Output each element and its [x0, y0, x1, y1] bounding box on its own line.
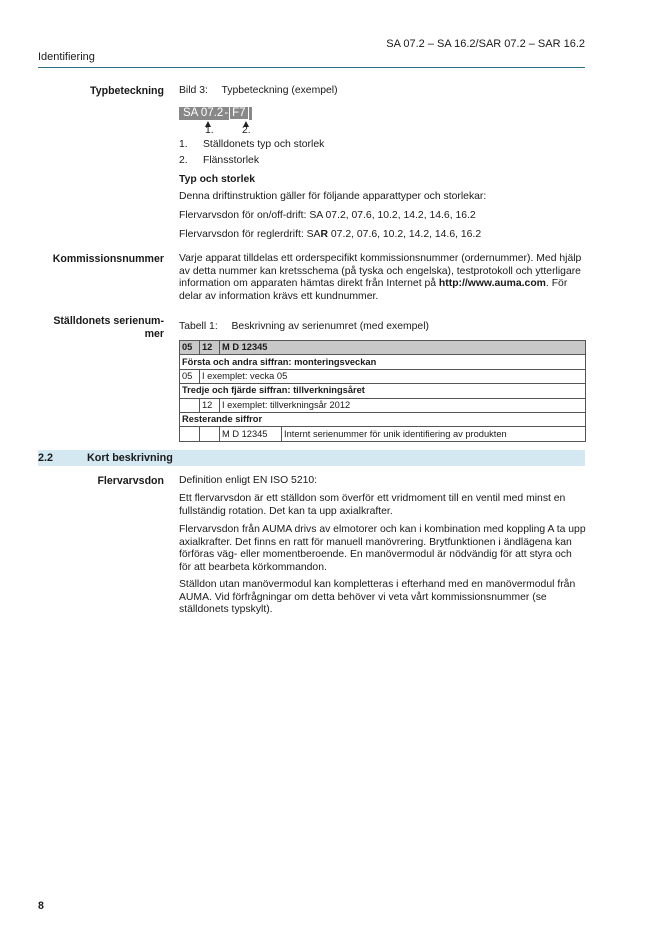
header-rule: [38, 67, 585, 68]
kommission-paragraph: Varje apparat tilldelas ett orderspecifikt kommissionsnummer (ordernummer). Med hjälp av detta nummer kan kretsschema (på tyska och engelska), testprotokoll och ytterligare information om apparaten hämtas direkt från Internet på http://www.auma.com. För delar av information krävs ett kundnummer.: [179, 253, 582, 302]
regler-text: Flervarvsdon för reglerdrift: SAR 07.2, 07.6, 10.2, 14.2, 14.6, 16.2: [179, 229, 482, 240]
group-title-week: Första och andra siffran: monteringsveckan: [180, 355, 586, 369]
flervarvsdon-p3: Flervarvsdon från AUMA drivs av elmotorer och kan i kombination med koppling A ta upp axialkrafter. Det finns en ratt för manuell manövrering. Brytfunktionen i ändlägena kan förföras väg- eller momentberoende. En manövermodul är nödvändig för att styra och för att bearbeta körkommandon.: [179, 524, 586, 573]
flervarvsdon-p1: Definition enligt EN ISO 5210:: [179, 475, 318, 486]
head-cell-rest: M D 12345: [220, 341, 586, 355]
cell-week-value: 05: [180, 369, 200, 383]
header-model-range: SA 07.2 – SA 16.2/SAR 07.2 – SAR 16.2: [386, 38, 585, 50]
side-label-typbeteckning: Typbeteckning: [90, 85, 164, 97]
side-label-serienummer: Ställdonets serienum- mer: [53, 315, 164, 340]
figure-caption-text: Typbeteckning (exempel): [221, 85, 338, 96]
legend-item-1: 1. Ställdonets typ och storlek: [179, 139, 325, 150]
marker-1: 1.: [205, 125, 214, 136]
figure-caption-num: Bild 3:: [179, 85, 208, 96]
side-label-kommissionsnummer: Kommissionsnummer: [52, 253, 164, 265]
type-code-flange: F7: [229, 106, 248, 120]
type-code-size: 07.2: [200, 107, 224, 119]
serial-number-table: [179, 340, 586, 442]
table-row: [180, 398, 586, 412]
table-caption: Tabell 1: Beskrivning av serienumret (med exempel): [179, 321, 429, 332]
cell-year-value: 12: [200, 398, 220, 412]
section-title: Kort beskrivning: [87, 452, 173, 464]
section-number: 2.2: [38, 452, 54, 464]
group-title-rest: Resterande siffror: [180, 412, 586, 426]
header-section-name: Identifiering: [38, 51, 95, 63]
table-row: [180, 355, 586, 369]
head-cell-week: 05: [180, 341, 200, 355]
type-code-series: SA: [183, 107, 198, 119]
type-code-box: [179, 107, 252, 120]
subheading-typ-och-storlek: Typ och storlek: [179, 174, 256, 185]
cell-rest-desc: Internt serienummer för unik identifiering av produkten: [282, 427, 586, 441]
cell-year-desc: I exemplet: tillverkningsår 2012: [220, 398, 586, 412]
page-number: 8: [38, 900, 44, 912]
cell-week-desc: I exemplet: vecka 05: [200, 369, 586, 383]
table-row: [180, 369, 586, 383]
table-row: [180, 384, 586, 398]
flervarvsdon-p2: Ett flervarvsdon är ett ställdon som överför ett vridmoment till en ventil med minst en fullständig rotation. Det kan ta upp axialkrafter.: [179, 493, 566, 517]
legend-item-2: 2. Flänsstorlek: [179, 155, 260, 166]
group-title-year: Tredje och fjärde siffran: tillverkningsåret: [180, 384, 586, 398]
flervarvsdon-p4: Ställdon utan manövermodul kan kompletteras i efterhand med en manövermodul från AUMA. Vid förfrågningar om detta behöver vi veta vårt kommissionsnummer (se ställdonets typskylt).: [179, 579, 576, 616]
intro-text: Denna driftinstruktion gäller för följande apparattyper och storlekar:: [179, 191, 487, 202]
onoff-text: Flervarvsdon för on/off-drift: SA 07.2, 07.6, 10.2, 14.2, 14.6, 16.2: [179, 210, 476, 221]
table-row: [180, 427, 586, 441]
side-label-flervarvsdon: Flervarvsdon: [97, 475, 164, 487]
table-row: [180, 341, 586, 355]
marker-2: 2.: [242, 125, 251, 136]
type-code-dash: -: [224, 107, 229, 119]
cell-rest-value: M D 12345: [220, 427, 282, 441]
table-row: [180, 412, 586, 426]
auma-url-link[interactable]: http://www.auma.com: [438, 278, 546, 290]
figure-caption: [179, 85, 586, 98]
head-cell-year: 12: [200, 341, 220, 355]
